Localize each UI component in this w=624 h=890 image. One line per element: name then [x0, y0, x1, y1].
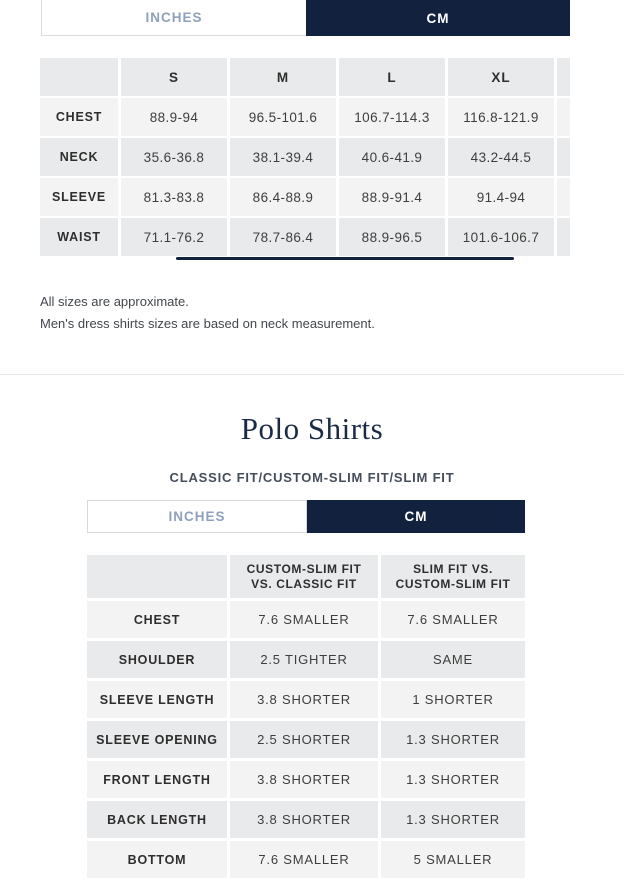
row-label-sleeve-opening: SLEEVE OPENING: [87, 721, 227, 758]
tab-cm[interactable]: CM: [307, 500, 525, 533]
table-cell: 1 SHORTER: [381, 681, 525, 718]
table-cell: 2.5 SHORTER: [230, 721, 378, 758]
row-label-front-length: FRONT LENGTH: [87, 761, 227, 798]
row-label-back-length: BACK LENGTH: [87, 801, 227, 838]
table-cell: 78.7-86.4: [230, 218, 336, 256]
table-cell: 40.6-41.9: [339, 138, 445, 176]
clipped-column-cell: [557, 218, 570, 256]
row-label-chest: CHEST: [40, 98, 118, 136]
table-cell: 106.7-114.3: [339, 98, 445, 136]
table-cell: 88.9-91.4: [339, 178, 445, 216]
clipped-column-cell: [557, 138, 570, 176]
tab-inches[interactable]: INCHES: [41, 0, 306, 36]
row-label-neck: NECK: [40, 138, 118, 176]
section-divider: [0, 374, 624, 375]
corner-cell: [87, 555, 227, 598]
row-label-waist: WAIST: [40, 218, 118, 256]
table-cell: 86.4-88.9: [230, 178, 336, 216]
table-cell: 5 SMALLER: [381, 841, 525, 878]
row-label-sleeve: SLEEVE: [40, 178, 118, 216]
clipped-column-cell: [557, 178, 570, 216]
table-cell: 1.3 SHORTER: [381, 761, 525, 798]
col-header-l: L: [339, 58, 445, 96]
table-cell: 1.3 SHORTER: [381, 801, 525, 838]
table-cell: 3.8 SHORTER: [230, 761, 378, 798]
table-cell: 3.8 SHORTER: [230, 681, 378, 718]
table-cell: 38.1-39.4: [230, 138, 336, 176]
size-notes: [40, 291, 375, 335]
note-line: Men's dress shirts sizes are based on neck measurement.: [40, 316, 375, 331]
horizontal-scrollbar-thumb[interactable]: [176, 257, 514, 260]
table-cell: 2.5 TIGHTER: [230, 641, 378, 678]
table-cell: 116.8-121.9: [448, 98, 554, 136]
table-cell: 43.2-44.5: [448, 138, 554, 176]
row-label-chest: CHEST: [87, 601, 227, 638]
row-label-bottom: BOTTOM: [87, 841, 227, 878]
row-label-shoulder: SHOULDER: [87, 641, 227, 678]
table-cell: 7.6 SMALLER: [381, 601, 525, 638]
table-cell: 101.6-106.7: [448, 218, 554, 256]
table-cell: 35.6-36.8: [121, 138, 227, 176]
polo-fit-comparison-table: [87, 555, 525, 878]
col-header-xl: XL: [448, 58, 554, 96]
polo-shirts-unit-tabs: [87, 500, 525, 533]
table-cell: 7.6 SMALLER: [230, 841, 378, 878]
polo-shirts-subtitle: CLASSIC FIT/CUSTOM-SLIM FIT/SLIM FIT: [169, 470, 455, 485]
col-header-custom-slim-vs-classic: CUSTOM-SLIM FIT VS. CLASSIC FIT: [230, 555, 378, 598]
col-header-slim-vs-custom-slim: SLIM FIT VS. CUSTOM-SLIM FIT: [381, 555, 525, 598]
tab-cm[interactable]: CM: [306, 0, 570, 36]
dress-shirts-unit-tabs: [41, 0, 570, 36]
row-label-sleeve-length: SLEEVE LENGTH: [87, 681, 227, 718]
tab-inches[interactable]: INCHES: [87, 500, 307, 533]
table-cell: 91.4-94: [448, 178, 554, 216]
col-header-s: S: [121, 58, 227, 96]
table-cell: 7.6 SMALLER: [230, 601, 378, 638]
table-cell: 81.3-83.8: [121, 178, 227, 216]
table-cell: 96.5-101.6: [230, 98, 336, 136]
note-line: All sizes are approximate.: [40, 294, 189, 309]
table-cell: 1.3 SHORTER: [381, 721, 525, 758]
clipped-column-cell: [557, 58, 570, 96]
col-header-m: M: [230, 58, 336, 96]
table-cell: 71.1-76.2: [121, 218, 227, 256]
corner-cell: [40, 58, 118, 96]
table-cell: 88.9-94: [121, 98, 227, 136]
dress-shirts-size-table[interactable]: [40, 58, 570, 256]
table-cell: 3.8 SHORTER: [230, 801, 378, 838]
table-cell: SAME: [381, 641, 525, 678]
clipped-column-cell: [557, 98, 570, 136]
polo-shirts-title: Polo Shirts: [240, 411, 384, 446]
table-cell: 88.9-96.5: [339, 218, 445, 256]
